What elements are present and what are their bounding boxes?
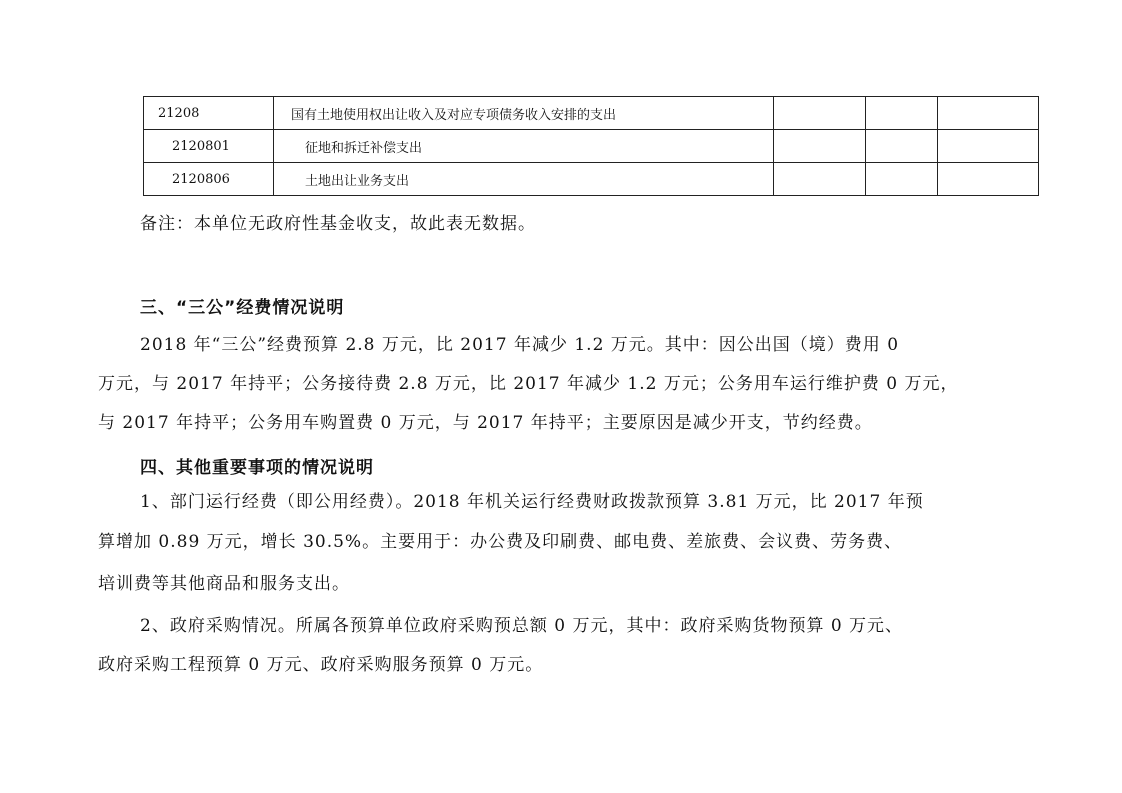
row-name: 国有土地使用权出让收入及对应专项债务收入安排的支出	[274, 97, 774, 130]
row-name: 土地出让业务支出	[274, 163, 774, 196]
row-name: 征地和拆迁补偿支出	[274, 130, 774, 163]
section-4-item-1-line: 算增加 0.89 万元，增长 30.5%。主要用于：办公费及印刷费、邮电费、差旅费、会议费、劳务费、	[98, 532, 903, 552]
row-value-cell	[866, 130, 938, 163]
section-3-paragraph-line: 万元，与 2017 年持平；公务接待费 2.8 万元，比 2017 年减少 1.2 万元；公务用车运行维护费 0 万元，	[98, 374, 959, 394]
row-value-cell	[938, 163, 1039, 196]
section-3-paragraph-line: 2018 年“三公”经费预算 2.8 万元，比 2017 年减少 1.2 万元。其中：因公出国（境）费用 0	[140, 335, 900, 355]
section-4-heading: 四、其他重要事项的情况说明	[140, 458, 374, 478]
section-3-heading: 三、“三公”经费情况说明	[140, 298, 345, 318]
row-value-cell	[774, 163, 866, 196]
section-4-item-2-line: 2、政府采购情况。所属各预算单位政府采购预总额 0 万元，其中：政府采购货物预算 0 万元、	[140, 616, 904, 636]
row-value-cell	[866, 163, 938, 196]
row-value-cell	[774, 130, 866, 163]
row-code: 2120806	[144, 163, 274, 196]
row-value-cell	[938, 97, 1039, 130]
table-row	[144, 130, 1039, 163]
section-3-paragraph-line: 与 2017 年持平；公务用车购置费 0 万元，与 2017 年持平；主要原因是减少开支，节约经费。	[98, 413, 873, 433]
table-note: 备注：本单位无政府性基金收支，故此表无数据。	[140, 214, 536, 234]
row-value-cell	[774, 97, 866, 130]
row-code: 2120801	[144, 130, 274, 163]
section-4-item-2-line: 政府采购工程预算 0 万元、政府采购服务预算 0 万元。	[98, 655, 544, 675]
section-4-item-1-line: 培训费等其他商品和服务支出。	[98, 574, 350, 594]
row-value-cell	[866, 97, 938, 130]
row-value-cell	[938, 130, 1039, 163]
row-code: 21208	[144, 97, 274, 130]
table-row	[144, 163, 1039, 196]
fund-expenditure-table	[143, 96, 1039, 196]
table-row	[144, 97, 1039, 130]
section-4-item-1-line: 1、部门运行经费（即公用经费）。2018 年机关运行经费财政拨款预算 3.81 万元，比 2017 年预	[140, 492, 924, 512]
